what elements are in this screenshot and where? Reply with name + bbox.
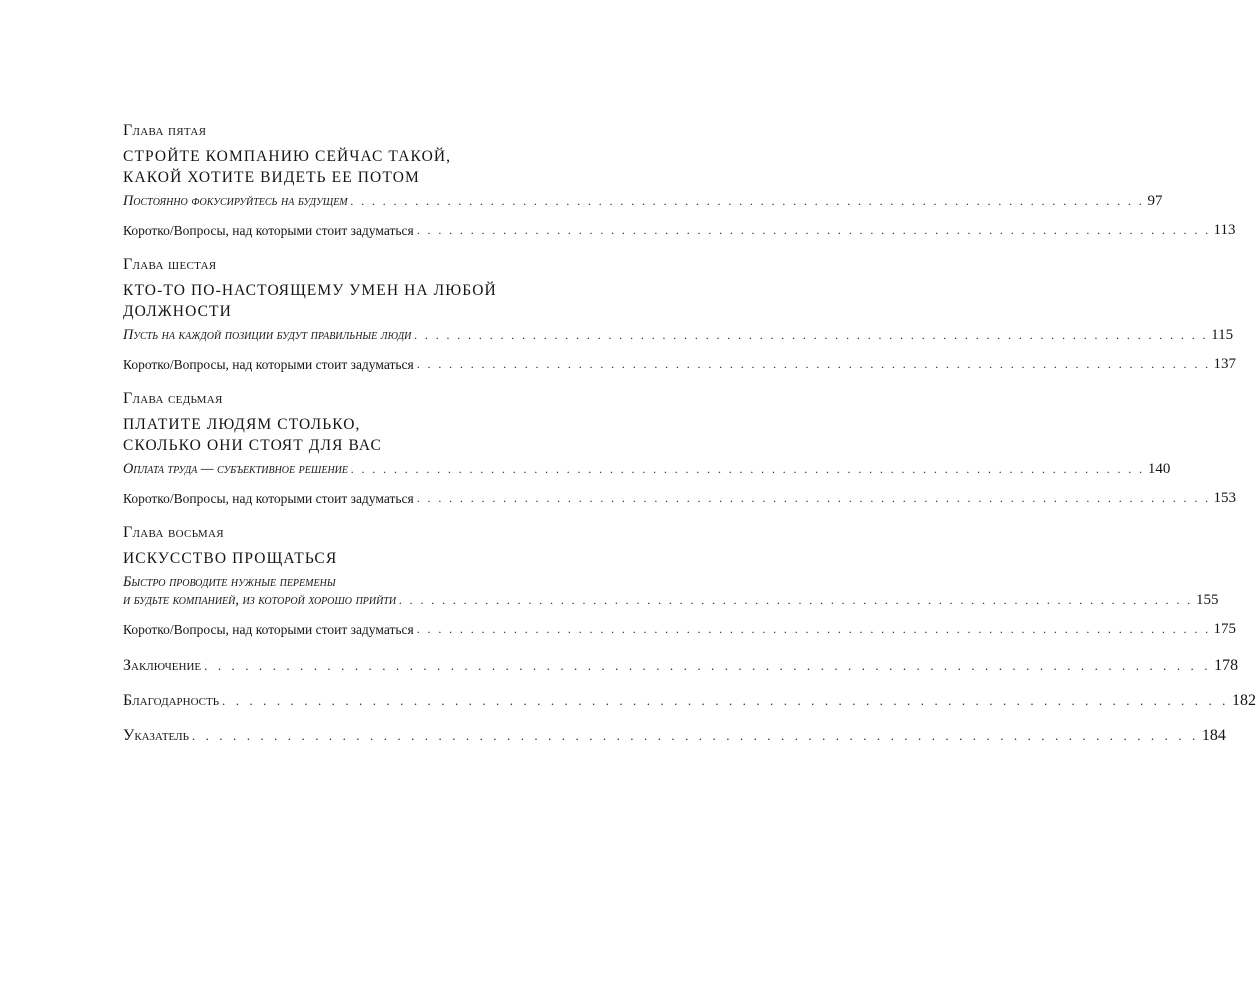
chapter-6 <box>123 254 1237 374</box>
table-of-contents <box>123 120 1256 760</box>
entry-title: Коротко/Вопросы, над которыми стоит задуматься <box>123 223 414 238</box>
toc-entry[interactable] <box>123 355 1237 374</box>
page-number: 97 <box>1147 193 1163 209</box>
toc-entry-index[interactable] <box>123 725 1226 747</box>
chapter-title-line: КАКОЙ ХОТИТЕ ВИДЕТЬ ЕЕ ПОТОМ <box>123 169 420 186</box>
toc-entry-last-line <box>123 591 1219 610</box>
chapter-title-line: СТРОЙТЕ КОМПАНИЮ СЕЙЧАС ТАКОЙ, <box>123 148 452 165</box>
chapter-5 <box>123 120 1236 240</box>
page-number: 155 <box>1195 592 1219 608</box>
dot-leader: . . . . . . . . . . . . . . . . . . . . . . . . . . . . . . . . . . . . . . . . . . . . . . . . . . . . . . . . . . . . . . . . . . . . . . . . . . <box>416 491 1211 505</box>
page-number: 178 <box>1214 657 1239 674</box>
entry-title: Пусть на каждой позиции будут правильные люди <box>123 327 412 343</box>
page-number: 137 <box>1213 356 1237 372</box>
toc-entry[interactable] <box>123 489 1237 508</box>
dot-leader: . . . . . . . . . . . . . . . . . . . . . . . . . . . . . . . . . . . . . . . . . . . . . . . . . . . . . . . . . . . . . . . . . . . . . . . . . . <box>416 223 1211 237</box>
toc-entry-conclusion[interactable] <box>123 655 1239 677</box>
chapter-label: Глава пятая <box>123 122 207 139</box>
dot-leader: . . . . . . . . . . . . . . . . . . . . . . . . . . . . . . . . . . . . . . . . . . . . . . . . . . . . . . . . . . . . . . . . . . . . . . . . . . <box>351 462 1145 476</box>
chapter-title <box>123 146 599 188</box>
dot-leader: . . . . . . . . . . . . . . . . . . . . . . . . . . . . . . . . . . . . . . . . . . . . . . . . . . . . . . . . . . . . . . . . . . . . . . . . . . <box>191 728 1199 743</box>
entry-title: Коротко/Вопросы, над которыми стоит задуматься <box>123 622 414 637</box>
chapter-title <box>123 280 599 322</box>
chapter-label: Глава седьмая <box>123 390 223 407</box>
chapter-title-line: ИСКУССТВО ПРОЩАТЬСЯ <box>123 550 338 567</box>
page-number: 113 <box>1213 222 1236 238</box>
dot-leader: . . . . . . . . . . . . . . . . . . . . . . . . . . . . . . . . . . . . . . . . . . . . . . . . . . . . . . . . . . . . . . . . . . . . . . . . . . <box>416 622 1211 636</box>
page-number: 140 <box>1147 461 1171 477</box>
chapter-title-line: ДОЛЖНОСТИ <box>123 303 232 320</box>
entry-title: Постоянно фокусируйтесь на будущем <box>123 193 348 209</box>
entry-title: и будьте компанией, из которой хорошо прийти <box>123 592 397 608</box>
chapter-7 <box>123 388 1237 508</box>
toc-entry-acknowledgements[interactable] <box>123 690 1256 712</box>
dot-leader: . . . . . . . . . . . . . . . . . . . . . . . . . . . . . . . . . . . . . . . . . . . . . . . . . . . . . . . . . . . . . . . . . . . . . . . . . . <box>204 658 1212 673</box>
page-number: 153 <box>1213 490 1237 506</box>
page-number: 184 <box>1201 727 1226 744</box>
entry-title: Оплата труда — субъективное решение <box>123 461 348 477</box>
dot-leader: . . . . . . . . . . . . . . . . . . . . . . . . . . . . . . . . . . . . . . . . . . . . . . . . . . . . . . . . . . . . . . . . . . . . . . . . . . <box>222 693 1229 708</box>
toc-entry[interactable] <box>123 221 1236 240</box>
chapter-title-line: СКОЛЬКО ОНИ СТОЯТ ДЛЯ ВАС <box>123 437 382 454</box>
toc-entry[interactable] <box>123 460 1171 479</box>
entry-title: Указатель <box>123 727 189 744</box>
entry-title-line: Быстро проводите нужные перемены <box>123 574 336 590</box>
chapter-8 <box>123 522 1237 639</box>
dot-leader: . . . . . . . . . . . . . . . . . . . . . . . . . . . . . . . . . . . . . . . . . . . . . . . . . . . . . . . . . . . . . . . . . . . . . . . . . . <box>350 194 1145 208</box>
entry-title: Благодарность <box>123 692 220 709</box>
chapter-title-line: ПЛАТИТЕ ЛЮДЯМ СТОЛЬКО, <box>123 416 361 433</box>
dot-leader: . . . . . . . . . . . . . . . . . . . . . . . . . . . . . . . . . . . . . . . . . . . . . . . . . . . . . . . . . . . . . . . . . . . . . . . . . . <box>399 593 1193 607</box>
chapter-title <box>123 548 599 569</box>
chapter-title <box>123 414 599 456</box>
entry-title: Коротко/Вопросы, над которыми стоит задуматься <box>123 491 414 506</box>
toc-entry[interactable] <box>123 326 1234 345</box>
toc-entry[interactable] <box>123 192 1163 211</box>
toc-entry[interactable] <box>123 620 1237 639</box>
chapter-label: Глава восьмая <box>123 524 224 541</box>
entry-title: Коротко/Вопросы, над которыми стоит задуматься <box>123 357 414 372</box>
entry-title: Заключение <box>123 657 202 674</box>
page-number: 182 <box>1232 692 1256 709</box>
dot-leader: . . . . . . . . . . . . . . . . . . . . . . . . . . . . . . . . . . . . . . . . . . . . . . . . . . . . . . . . . . . . . . . . . . . . . . . . . . <box>416 357 1211 371</box>
toc-entry[interactable] <box>123 573 1219 610</box>
dot-leader: . . . . . . . . . . . . . . . . . . . . . . . . . . . . . . . . . . . . . . . . . . . . . . . . . . . . . . . . . . . . . . . . . . . . . . . . . . <box>414 328 1209 342</box>
back-matter <box>123 655 1256 747</box>
page-number: 175 <box>1213 621 1237 637</box>
chapter-title-line: КТО-ТО ПО-НАСТОЯЩЕМУ УМЕН НА ЛЮБОЙ <box>123 282 497 299</box>
page-number: 115 <box>1211 327 1234 343</box>
chapter-label: Глава шестая <box>123 256 217 273</box>
